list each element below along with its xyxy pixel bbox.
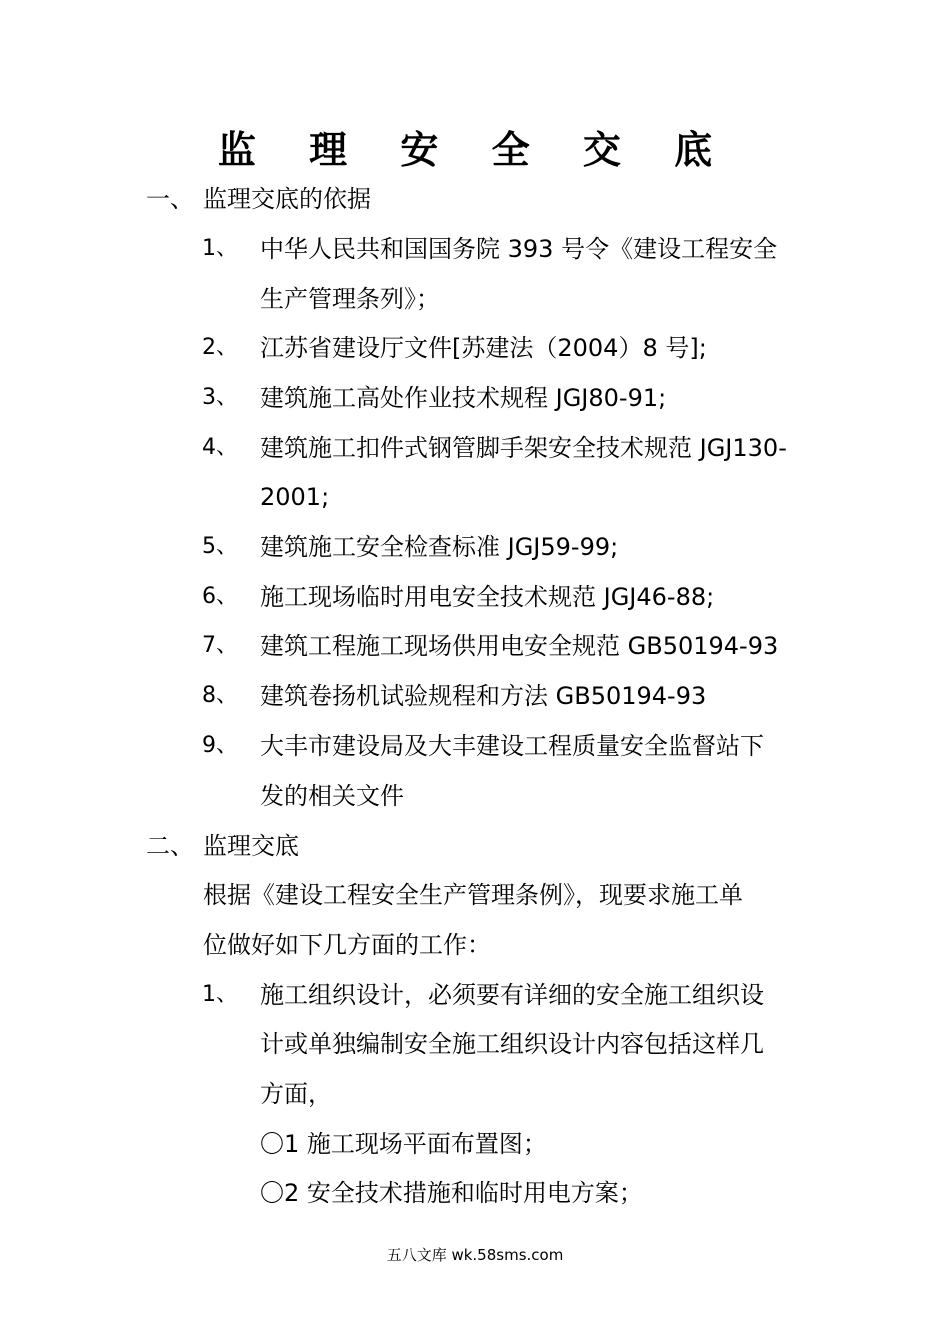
list-item-number: 5、	[202, 534, 238, 559]
document-title: 监 理 安 全 交 底	[217, 128, 733, 172]
list-item-text: 中华人民共和国国务院 393 号令《建设工程安全	[260, 235, 778, 263]
section-1-marker: 一、	[146, 185, 194, 213]
list-item-number: 6、	[202, 584, 238, 609]
list-item-number: 7、	[202, 633, 238, 658]
list-item-number: 1、	[202, 236, 238, 261]
list-item-text: 方面，	[260, 1080, 332, 1108]
list-item-text: 建筑卷扬机试验规程和方法 GB50194-93	[260, 682, 707, 710]
list-item-text: 施工组织设计，必须要有详细的安全施工组织设	[260, 981, 764, 1009]
list-item-text: 建筑施工安全检查标准 JGJ59-99;	[260, 533, 619, 561]
list-item-number: 4、	[202, 435, 238, 460]
section-1-heading: 监理交底的依据	[203, 185, 371, 213]
list-item-text: 生产管理条列》；	[260, 285, 440, 313]
list-item-number: 1、	[202, 982, 238, 1007]
list-item-text: 发的相关文件	[260, 782, 404, 810]
list-item-number: 3、	[202, 385, 238, 410]
list-item-text: 2001;	[260, 483, 330, 511]
sub-item: 〇1 施工现场平面布置图；	[260, 1130, 547, 1158]
list-item-text: 建筑工程施工现场供用电安全规范 GB50194-93	[260, 632, 779, 660]
list-item-number: 9、	[202, 733, 238, 758]
sub-item: 〇2 安全技术措施和临时用电方案；	[260, 1179, 643, 1207]
intro-paragraph-line: 位做好如下几方面的工作：	[203, 931, 491, 959]
list-item-number: 2、	[202, 335, 238, 360]
list-item-text: 大丰市建设局及大丰建设工程质量安全监督站下	[260, 732, 764, 760]
section-2-heading: 监理交底	[203, 832, 299, 860]
list-item-text: 施工现场临时用电安全技术规范 JGJ46-88;	[260, 583, 715, 611]
list-item-text: 建筑施工扣件式钢管脚手架安全技术规范 JGJ130-	[260, 434, 787, 462]
list-item-text: 计或单独编制安全施工组织设计内容包括这样几	[260, 1030, 764, 1058]
page-footer: 五八文库 wk.58sms.com	[386, 1246, 564, 1264]
list-item-text: 江苏省建设厅文件[苏建法（2004）8 号];	[260, 334, 707, 362]
list-item-text: 建筑施工高处作业技术规程 JGJ80-91;	[260, 384, 667, 412]
list-item-number: 8、	[202, 683, 238, 708]
section-2-marker: 二、	[146, 832, 194, 860]
intro-paragraph-line: 根据《建设工程安全生产管理条例》，现要求施工单	[203, 881, 743, 909]
